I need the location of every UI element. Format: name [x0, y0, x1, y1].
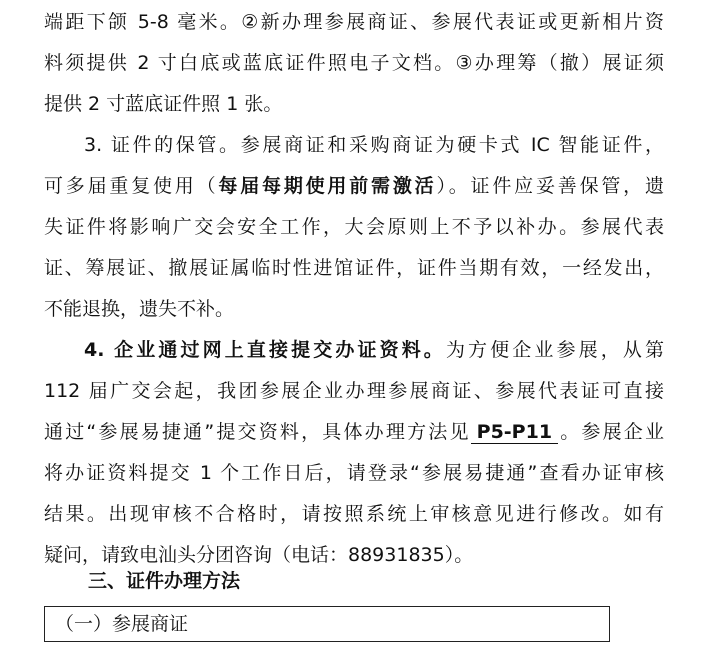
subsection-box — [44, 606, 610, 642]
page-reference-link[interactable]: P5-P11 — [471, 421, 558, 444]
text-line — [44, 419, 664, 445]
text-line: 证、筹展证、撤展证属临时性进馆证件，证件当期有效，一经发出， — [44, 257, 664, 279]
text-span: 通过“参展易捷通”提交资料，具体办理方法见 — [44, 421, 471, 443]
text-line: 112 届广交会起，我团参展企业办理参展商证、参展代表证可直接 — [44, 380, 664, 402]
section-heading: 三、证件办理方法 — [88, 570, 241, 592]
text-span: 为方便企业参展，从第 — [445, 339, 664, 361]
text-line: 料须提供 2 寸白底或蓝底证件照电子文档。③办理筹（撤）展证须 — [44, 52, 664, 74]
text-line: 不能退换，遗失不补。 — [44, 298, 235, 320]
text-line: 结果。出现审核不合格时，请按照系统上审核意见进行修改。如有 — [44, 503, 664, 525]
text-line — [84, 337, 664, 363]
text-span: ）。证件应妥善保管，遗 — [436, 175, 664, 197]
text-span: 可多届重复使用（ — [44, 175, 219, 197]
subsection-title: （一）参展商证 — [55, 613, 189, 635]
bold-heading-inline: 4. 企业通过网上直接提交办证资料。 — [84, 339, 446, 361]
text-line: 将办证资料提交 1 个工作日后，请登录“参展易捷通”查看办证审核 — [44, 462, 664, 484]
text-line: 疑问，请致电汕头分团咨询（电话：88931835）。 — [44, 544, 474, 566]
text-line — [44, 173, 664, 199]
bold-note: 每届每期使用前需激活 — [218, 175, 437, 197]
text-line: 失证件将影响广交会安全工作，大会原则上不予以补办。参展代表 — [44, 216, 664, 238]
text-line: 提供 2 寸蓝底证件照 1 张。 — [44, 93, 283, 115]
text-span: 。参展企业 — [558, 421, 664, 443]
text-line: 端距下颌 5-8 毫米。②新办理参展商证、参展代表证或更新相片资 — [44, 11, 664, 33]
text-line: 3. 证件的保管。参展商证和采购商证为硬卡式 IC 智能证件， — [84, 134, 664, 156]
